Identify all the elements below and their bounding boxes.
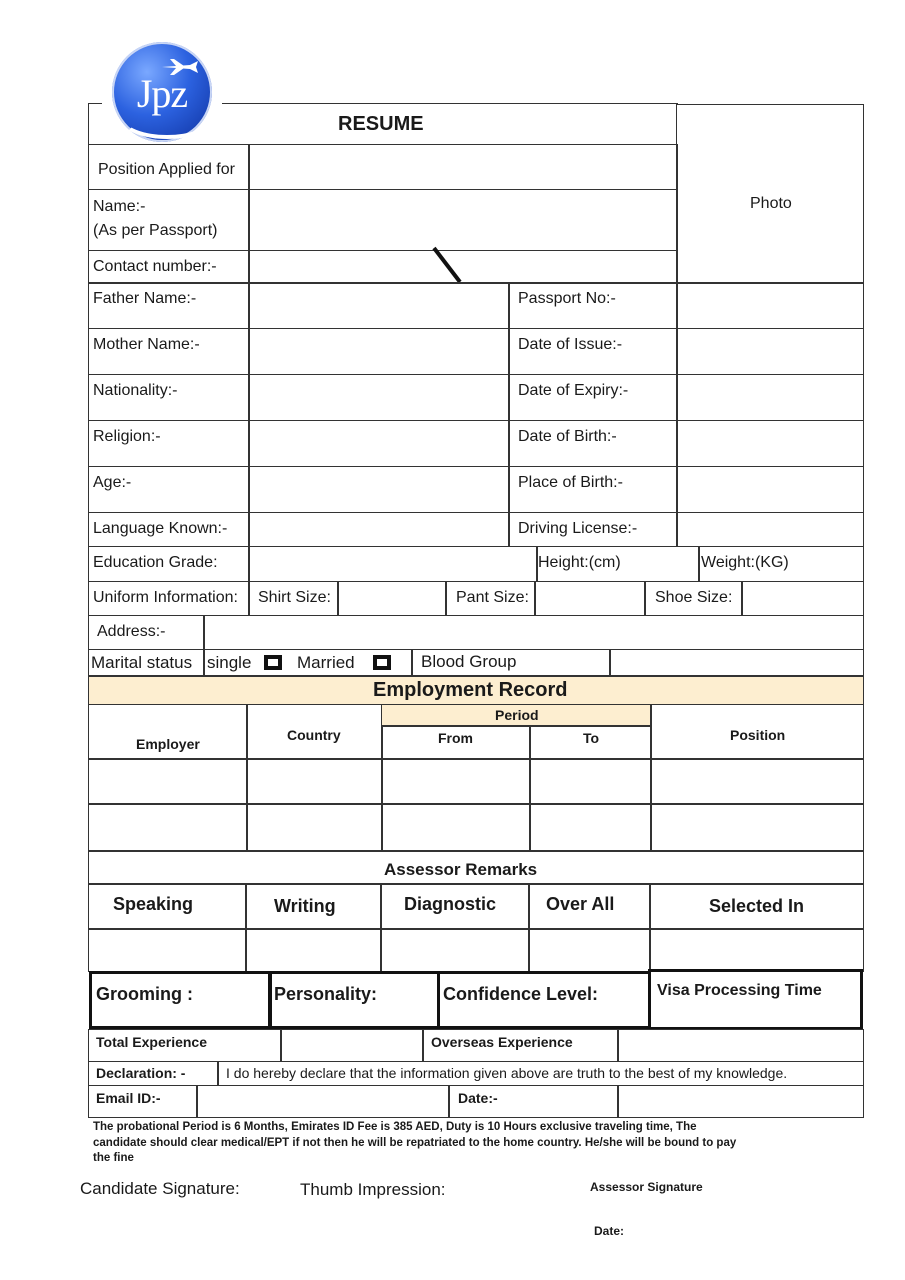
married-checkbox[interactable] [373, 655, 391, 670]
emp-row1-position[interactable] [650, 758, 864, 805]
speaking-input[interactable] [88, 928, 247, 972]
father-input-cell[interactable] [248, 282, 510, 329]
age-input-cell[interactable] [248, 466, 510, 513]
mother-label: Mother Name:- [93, 336, 200, 353]
married-label: Married [297, 653, 355, 672]
emp-row2-position[interactable] [650, 803, 864, 852]
weight-label: Weight:(KG) [701, 554, 789, 571]
dob-label: Date of Birth:- [518, 428, 617, 445]
issue-label: Date of Issue:- [518, 336, 623, 353]
address-input-cell[interactable] [203, 615, 864, 650]
marital-label: Marital status [91, 653, 193, 672]
contact-label: Contact number:- [93, 258, 217, 275]
passport-input-cell[interactable] [676, 282, 864, 329]
issue-input-cell[interactable] [676, 328, 864, 375]
personality-label: Personality: [274, 984, 378, 1004]
position-applied-label: Position Applied for [98, 161, 235, 178]
emp-row2-employer[interactable] [88, 803, 248, 852]
notice-line-3: the fine [93, 1152, 134, 1164]
declaration-text: I do hereby declare that the information given above are truth to the best of my knowledge. [226, 1065, 788, 1081]
emp-row2-country[interactable] [246, 803, 383, 852]
to-col-label: To [583, 730, 600, 746]
emp-row1-country[interactable] [246, 758, 383, 805]
education-label: Education Grade: [93, 554, 218, 571]
visa-label: Visa Processing Time [657, 982, 822, 999]
expiry-input-cell[interactable] [676, 374, 864, 421]
blood-input-cell[interactable] [609, 649, 864, 676]
driving-label: Driving License:- [518, 520, 638, 537]
emp-row1-from[interactable] [381, 758, 531, 805]
shirt-label: Shirt Size: [258, 589, 331, 606]
employer-col-label: Employer [136, 736, 200, 752]
resume-title: RESUME [338, 113, 424, 135]
slash-mark [430, 246, 464, 286]
father-label: Father Name:- [93, 290, 197, 307]
header-left-line [88, 103, 89, 145]
pob-label: Place of Birth:- [518, 474, 623, 491]
email-input-cell[interactable] [196, 1085, 450, 1118]
thumb-impression-label: Thumb Impression: [300, 1180, 446, 1199]
header-top-line-left [88, 103, 102, 104]
overall-input[interactable] [528, 928, 651, 972]
date-label: Date:- [458, 1090, 498, 1106]
shoe-label: Shoe Size: [655, 589, 733, 606]
grooming-label: Grooming : [96, 984, 193, 1004]
position-col-label: Position [730, 727, 786, 743]
nationality-input-cell[interactable] [248, 374, 510, 421]
writing-label: Writing [274, 896, 336, 916]
expiry-label: Date of Expiry:- [518, 382, 629, 399]
total-exp-input-cell[interactable] [280, 1029, 424, 1062]
emp-row1-employer[interactable] [88, 758, 248, 805]
total-exp-label: Total Experience [96, 1034, 208, 1050]
religion-label: Religion:- [93, 428, 161, 445]
assessor-title: Assessor Remarks [384, 860, 538, 879]
blood-label: Blood Group [421, 652, 517, 671]
notice-line-1: The probational Period is 6 Months, Emirates ID Fee is 385 AED, Duty is 10 Hours exclusive traveling time, The [93, 1121, 697, 1133]
name-input-cell[interactable] [248, 189, 678, 251]
pant-label: Pant Size: [456, 589, 529, 606]
pant-input-cell[interactable] [534, 581, 646, 616]
mother-input-cell[interactable] [248, 328, 510, 375]
overseas-exp-input-cell[interactable] [617, 1029, 864, 1062]
shoe-input-cell[interactable] [741, 581, 864, 616]
period-col-label: Period [495, 707, 539, 723]
company-logo [112, 42, 212, 142]
emp-row1-to[interactable] [529, 758, 652, 805]
diagnostic-label: Diagnostic [404, 894, 497, 914]
date-extra-cell[interactable] [617, 1085, 864, 1118]
assessor-signature-label: Assessor Signature [590, 1180, 703, 1194]
overall-label: Over All [546, 894, 615, 914]
signature-date-label: Date: [594, 1224, 625, 1238]
selected-label: Selected In [709, 896, 805, 916]
single-checkbox[interactable] [264, 655, 282, 670]
name-label: Name:- [93, 198, 146, 215]
candidate-signature-label: Candidate Signature: [80, 1179, 240, 1198]
logo-text: Jpz [136, 71, 188, 116]
pob-input-cell[interactable] [676, 466, 864, 513]
height-label: Height:(cm) [538, 554, 621, 571]
notice-line-2: candidate should clear medical/EPT if not then he will be repatriated to the home country. He/she will be bound to pay [93, 1137, 737, 1149]
photo-label: Photo [750, 195, 792, 212]
writing-input[interactable] [245, 928, 382, 972]
nationality-label: Nationality:- [93, 382, 178, 399]
language-input-cell[interactable] [248, 512, 510, 547]
shirt-input-cell[interactable] [337, 581, 447, 616]
driving-input-cell[interactable] [676, 512, 864, 547]
uniform-label: Uniform Information: [93, 589, 238, 606]
emp-row2-from[interactable] [381, 803, 531, 852]
photo-box[interactable] [676, 104, 864, 284]
education-input-cell[interactable] [248, 546, 538, 582]
name-sublabel: (As per Passport) [93, 222, 218, 239]
speaking-label: Speaking [113, 894, 194, 914]
religion-input-cell[interactable] [248, 420, 510, 467]
employment-title: Employment Record [373, 679, 568, 701]
country-col-label: Country [287, 727, 341, 743]
dob-input-cell[interactable] [676, 420, 864, 467]
position-input-cell[interactable] [248, 144, 678, 190]
email-label: Email ID:- [96, 1090, 161, 1106]
declaration-label: Declaration: - [96, 1065, 186, 1081]
emp-row2-to[interactable] [529, 803, 652, 852]
confidence-label: Confidence Level: [443, 984, 599, 1004]
single-label: single [207, 653, 252, 672]
diagnostic-input[interactable] [380, 928, 530, 972]
overseas-exp-label: Overseas Experience [431, 1034, 573, 1050]
passport-label: Passport No:- [518, 290, 616, 307]
selected-input[interactable] [649, 928, 864, 972]
from-col-label: From [438, 730, 473, 746]
language-label: Language Known:- [93, 520, 228, 537]
address-label: Address:- [97, 623, 166, 640]
header-top-line-right [222, 103, 678, 104]
age-label: Age:- [93, 474, 132, 491]
